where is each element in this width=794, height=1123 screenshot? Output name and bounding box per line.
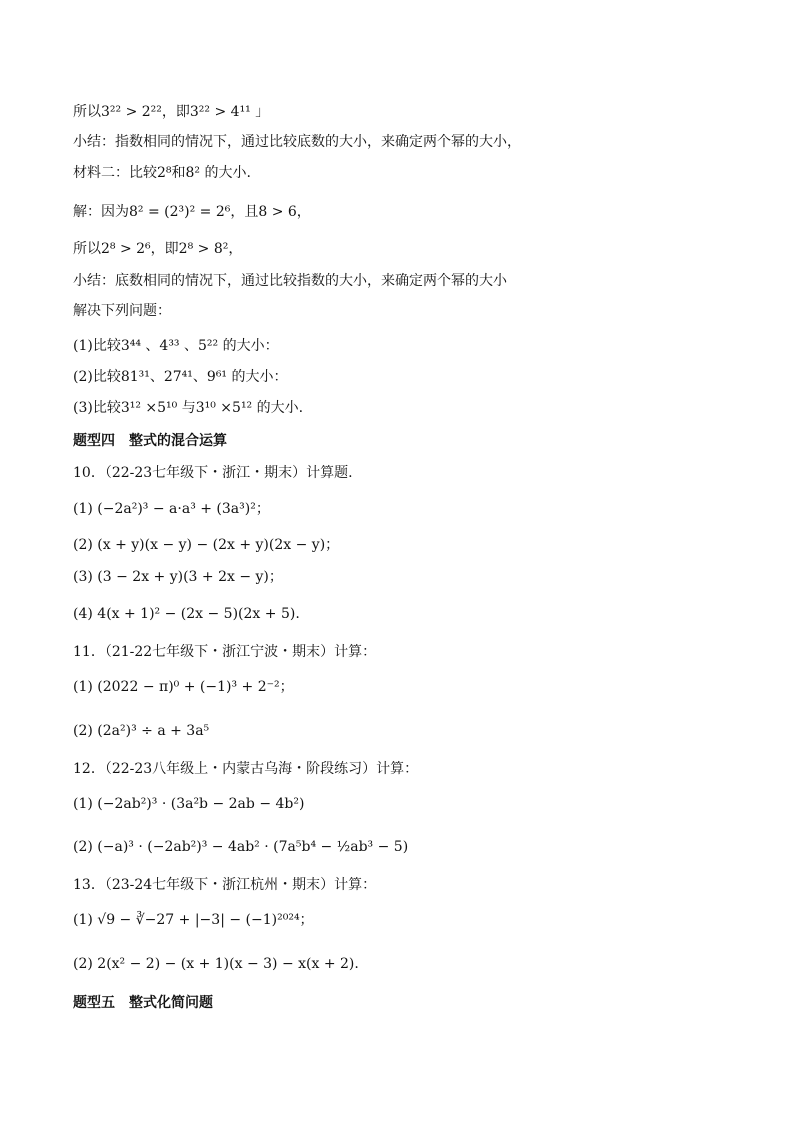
question-item: (1) (2022 − π)⁰ + (−1)³ + 2⁻²； <box>73 679 294 695</box>
question-item: (2) (−a)³ · (−2ab²)³ − 4ab² · (7a⁵b⁴ − ½ab³ − 5) <box>73 839 409 855</box>
summary-line-2: 小结：底数相同的情况下，通过比较指数的大小，来确定两个幂的大小 <box>73 273 507 289</box>
question-item: (2) 2(x² − 2) − (x + 1)(x − 3) − x(x + 2). <box>73 956 359 972</box>
text-line: 所以3²² > 2²²，即3²² > 4¹¹ 」 <box>73 104 270 120</box>
question-item: (1) √9 − ∛−27 + |−3| − (−1)²⁰²⁴； <box>73 912 314 928</box>
problems-intro: 解决下列问题： <box>73 303 171 319</box>
question-item: (1) (−2a²)³ − a·a³ + (3a³)²； <box>73 501 270 517</box>
question-item: (2) (x + y)(x − y) − (2x + y)(2x − y)； <box>73 537 340 553</box>
question-item: (2) (2a²)³ ÷ a + 3a⁵ <box>73 723 210 739</box>
material-two-line: 材料二：比较2⁸和8² 的大小. <box>73 165 251 181</box>
problem-item: (1)比较3⁴⁴ 、4³³ 、5²² 的大小： <box>73 338 279 354</box>
question-header: 10．（22-23七年级下・浙江・期末）计算题. <box>73 465 353 481</box>
conclusion-line: 所以2⁸ > 2⁶，即2⁸ > 8²， <box>73 241 243 257</box>
question-header: 12．（22-23八年级上・内蒙古乌海・阶段练习）计算： <box>73 761 419 777</box>
question-item: (4) 4(x + 1)² − (2x − 5)(2x + 5). <box>73 606 300 622</box>
summary-line-1: 小结：指数相同的情况下，通过比较底数的大小，来确定两个幂的大小， <box>73 134 521 150</box>
question-item: (1) (−2ab²)³ · (3a²b − 2ab − 4b²) <box>73 796 305 812</box>
question-header: 11．（21-22七年级下・浙江宁波・期末）计算： <box>73 644 377 660</box>
question-header: 13．（23-24七年级下・浙江杭州・期末）计算： <box>73 877 377 893</box>
section-heading: 题型五 整式化简问题 <box>73 995 213 1011</box>
question-item: (3) (3 − 2x + y)(3 + 2x − y)； <box>73 569 283 585</box>
solution-line: 解：因为8² = (2³)² = 2⁶，且8 > 6， <box>73 204 311 220</box>
problem-item: (2)比较81³¹、27⁴¹、9⁶¹ 的大小： <box>73 369 288 385</box>
section-heading: 题型四 整式的混合运算 <box>73 433 227 449</box>
problem-item: (3)比较3¹² ×5¹⁰ 与3¹⁰ ×5¹² 的大小. <box>73 400 304 416</box>
